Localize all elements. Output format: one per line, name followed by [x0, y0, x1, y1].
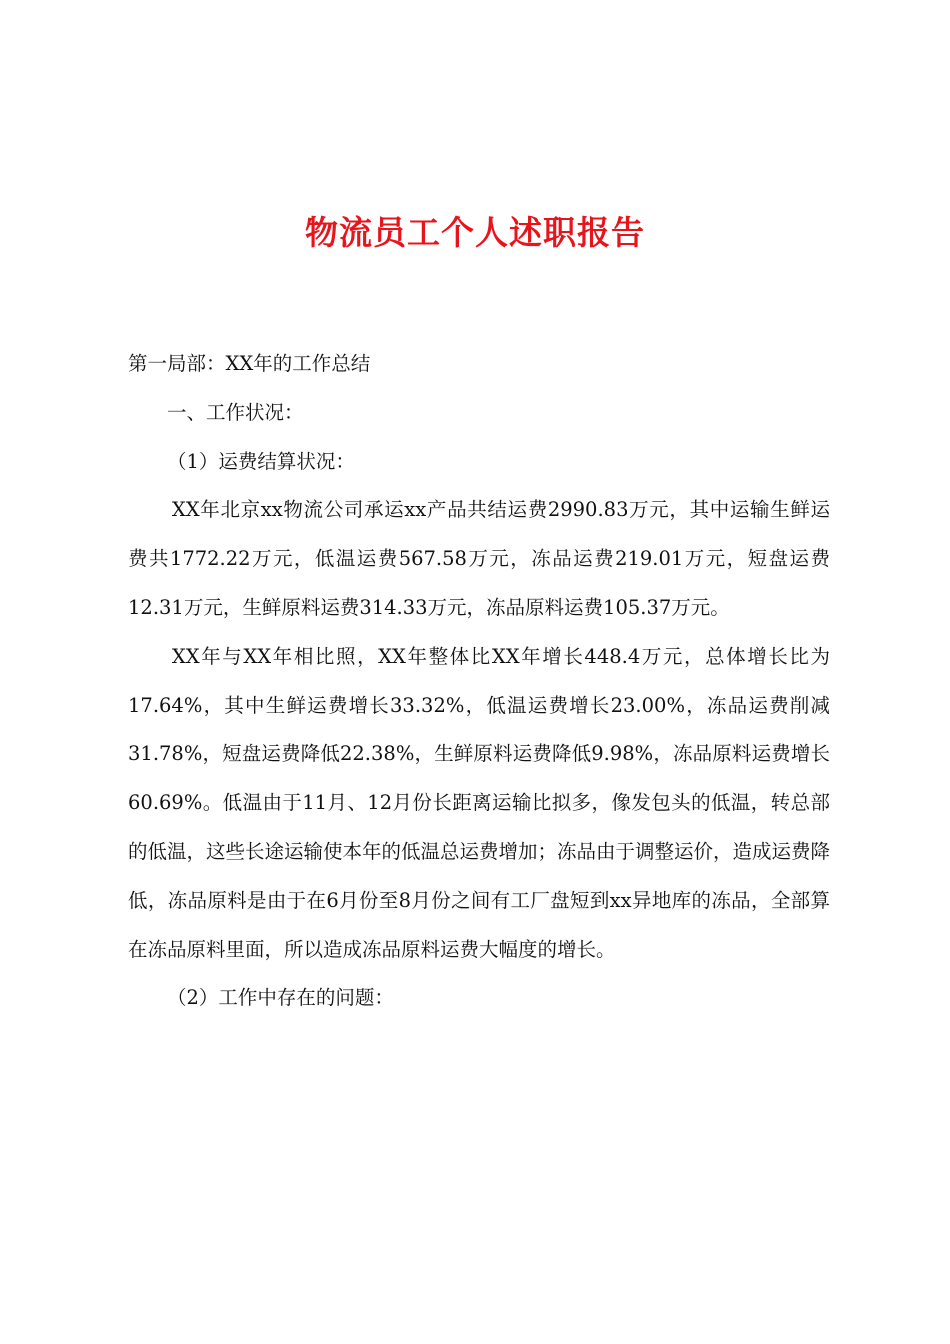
document-title: 物流员工个人述职报告 [305, 213, 645, 252]
subsection-heading-2: （2）工作中存在的问题： [167, 986, 394, 1010]
paragraph-year-comparison: XX年与XX年相比照，XX年整体比XX年增长448.4万元，总体增长比为17.64%，其中生鲜运费增长33.32%，低温运费增长23.00%，冻品运费削减31.78%，短盘运费降低22.38%，生鲜原料运费降低9.98%，冻品原料运费增长60.69%。低温由于11月、12月份长距离运输比拟多，像发包头的低温，转总部的低温，这些长途运输使本年的低温总运费增加；冻品由于调整运价，造成运费降低，冻品原料是由于在6月份至8月份之间有工厂盘短到xx异地库的冻品，全部算在冻品原料里面，所以造成冻品原料运费大幅度的增长。 [128, 644, 831, 961]
document-body [128, 340, 830, 1023]
part-heading: 第一局部：XX年的工作总结 [128, 352, 371, 375]
section-heading: 一、工作状况： [167, 400, 304, 424]
subsection-heading-1: （1）运费结算状况： [167, 449, 355, 473]
paragraph-freight-settlement: XX年北京xx物流公司承运xx产品共结运费2990.83万元，其中运输生鲜运费共1772.22万元，低温运费567.58万元，冻品运费219.01万元，短盘运费12.31万元，生鲜原料运费314.33万元，冻品原料运费105.37万元。 [128, 498, 830, 619]
